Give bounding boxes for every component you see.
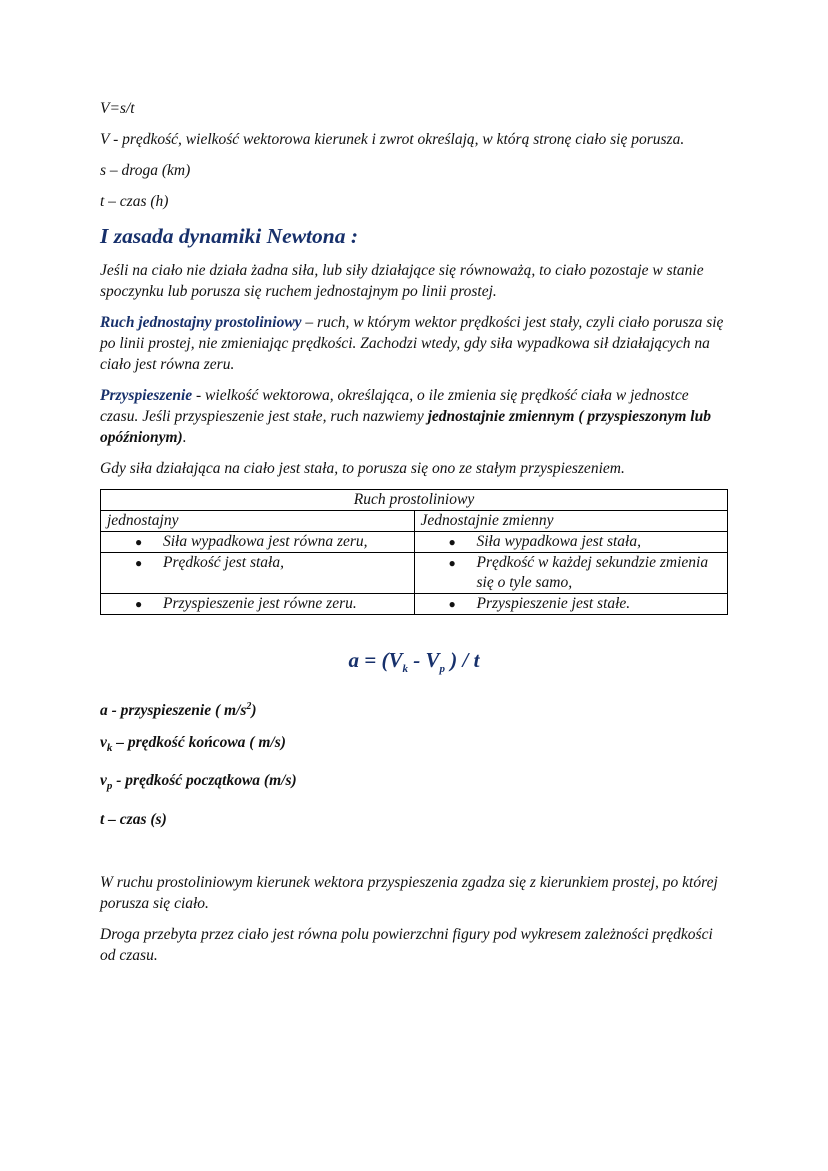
- bullet-icon: ●: [448, 535, 456, 549]
- bullet-icon: ●: [448, 597, 456, 611]
- acceleration-term: Przyspieszenie: [100, 387, 193, 404]
- acceleration-definition: - wielkość wektorowa, określająca, o ile zmienia się prędkość ciała w jednostce czasu. Jeśli przyspieszenie jest stałe, ruch nazwiemy: [100, 387, 689, 425]
- var-a: [100, 696, 728, 721]
- uniform-motion-paragraph: [100, 312, 728, 375]
- variable-motion-term: jednostajnie zmiennym ( przyspieszonym lub opóźnionym): [100, 408, 711, 446]
- newton-heading: I zasada dynamiki Newtona :: [100, 224, 359, 248]
- var-vp: [100, 770, 728, 797]
- note-direction: W ruchu prostoliniowym kierunek wektora przyspieszenia zgadza się z kierunkiem prostej, po której porusza się ciało.: [100, 873, 718, 912]
- table-cell: [101, 594, 415, 615]
- table-title: Ruch prostoliniowy: [101, 490, 728, 511]
- note-area: Droga przebyta przez ciało jest równa polu powierzchni figury pod wykresem zależności prędkości od czasu.: [100, 925, 713, 964]
- constant-force-note: Gdy siła działająca na ciało jest stała, to porusza się ono ze stałym przyspieszeniem.: [100, 460, 625, 477]
- col-header-variable: Jednostajnie zmienny: [414, 511, 728, 532]
- formula-part: - V: [408, 648, 440, 672]
- motion-table: [100, 489, 728, 615]
- var-a-text: a - przyspieszenie ( m/s: [100, 702, 247, 720]
- acceleration-formula: [100, 645, 728, 684]
- bullet-icon: ●: [448, 556, 456, 570]
- time-definition: t – czas (h): [100, 193, 169, 210]
- var-a-end: ): [251, 702, 257, 720]
- var-t: t – czas (s): [100, 810, 167, 828]
- table-cell: [414, 594, 728, 615]
- distance-definition: s – droga (km): [100, 162, 191, 179]
- table-cell: [101, 532, 415, 553]
- list-item: Siła wypadkowa jest równa zeru,: [163, 533, 368, 550]
- velocity-formula: V=s/t: [100, 100, 135, 117]
- newton-statement: Jeśli na ciało nie działa żadna siła, lub siły działające się równoważą, to ciało pozostaje w stanie spoczynku lub porusza się ruchem jednostajnym po linii prostej.: [100, 262, 704, 300]
- uniform-motion-definition: – ruch, w którym wektor prędkości jest stały, czyli ciało porusza się po linii prostej, nie zmieniając prędkości. Zachodzi wtedy, gdy siła wypadkowa sił działających na ciało jest równa zeru.: [100, 314, 724, 373]
- table-cell: [101, 553, 415, 594]
- uniform-motion-term: Ruch jednostajny prostoliniowy: [100, 314, 302, 331]
- var-vk-text: – prędkość końcowa ( m/s): [112, 734, 286, 752]
- document-page: [100, 98, 728, 976]
- bullet-icon: ●: [135, 535, 143, 549]
- formula-subscript: p: [439, 663, 446, 676]
- velocity-definition: V - prędkość, wielkość wektorowa kierunek i zwrot określają, w którą stronę ciało się porusza.: [100, 131, 685, 148]
- var-vp-symbol: v: [100, 772, 107, 790]
- var-a-sup: 2: [246, 701, 252, 713]
- list-item: Prędkość jest stała,: [163, 554, 284, 571]
- table-cell: [414, 553, 728, 594]
- var-vp-text: - prędkość początkowa (m/s): [112, 772, 297, 790]
- var-vk: [100, 732, 728, 759]
- list-item: Prędkość w każdej sekundzie zmienia się o tyle samo,: [476, 554, 709, 591]
- acceleration-paragraph: [100, 385, 728, 448]
- bullet-icon: ●: [135, 556, 143, 570]
- list-item: Przyspieszenie jest równe zeru.: [163, 595, 357, 612]
- formula-subscript: k: [402, 663, 409, 676]
- list-item: Siła wypadkowa jest stała,: [476, 533, 641, 550]
- var-vk-symbol: v: [100, 734, 107, 752]
- formula-part: ) / t: [445, 648, 480, 672]
- list-item: Przyspieszenie jest stałe.: [476, 595, 631, 612]
- var-vp-sub: p: [106, 780, 113, 793]
- formula-part: a = (V: [348, 648, 403, 672]
- col-header-uniform: jednostajny: [101, 511, 415, 532]
- var-vk-sub: k: [106, 742, 113, 755]
- bullet-icon: ●: [135, 597, 143, 611]
- acceleration-end: .: [182, 429, 187, 446]
- table-cell: [414, 532, 728, 553]
